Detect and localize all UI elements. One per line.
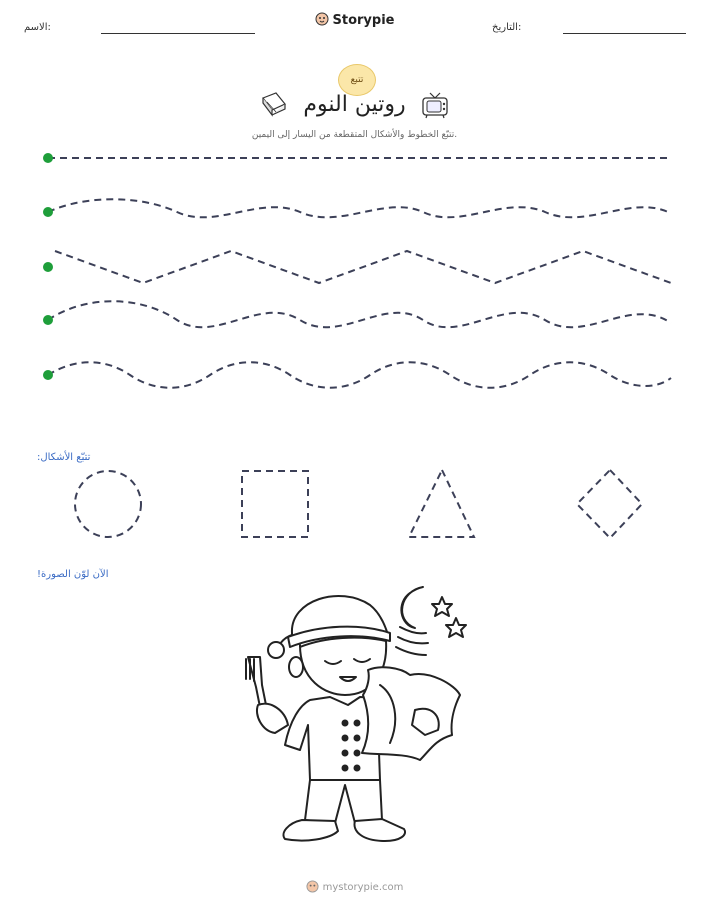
slipper	[284, 820, 338, 841]
tracing-lines	[0, 140, 709, 400]
pajama-pants	[305, 780, 382, 823]
start-dot	[43, 207, 53, 217]
shape-diamond	[577, 470, 642, 538]
trace-shapes	[60, 462, 680, 547]
shape-circle	[75, 471, 141, 537]
tv-icon	[420, 90, 450, 120]
star-icon	[432, 597, 452, 616]
moon-icon	[401, 587, 423, 628]
name-line	[101, 33, 255, 34]
date-line	[563, 33, 686, 34]
storypie-logo-icon	[306, 880, 319, 893]
bedtime-boy-illustration	[230, 575, 480, 850]
pillow	[362, 667, 460, 760]
trace-badge: تتبع	[338, 64, 376, 96]
name-label: الاسم:	[24, 22, 51, 33]
start-dot	[43, 370, 53, 380]
start-dot	[43, 262, 53, 272]
footer	[0, 880, 709, 893]
tracing-line-wave-2	[48, 301, 671, 327]
shape-square	[242, 471, 308, 537]
footer-url[interactable]: mystorypie.com	[322, 882, 404, 893]
star-icon	[446, 618, 466, 637]
brand-name: Storypie	[332, 13, 395, 28]
tracing-line-zigzag	[55, 251, 671, 283]
slipper	[354, 819, 405, 841]
color-heading: الآن لوّن الصورة!	[37, 569, 109, 580]
tracing-line-wave-1	[48, 199, 668, 217]
brand	[0, 12, 709, 28]
start-dot	[43, 315, 53, 325]
shapes-heading: تتبّع الأشكال:	[37, 452, 91, 463]
date-label: التاريخ:	[492, 22, 522, 33]
nightcap-pompom	[268, 642, 284, 658]
instruction-text: تتبّع الخطوط والأشكال المتقطعة من اليسار إلى اليمين.	[251, 130, 458, 140]
storypie-logo-icon	[315, 12, 329, 26]
tracing-line-wave-3	[48, 362, 671, 388]
start-dot	[43, 153, 53, 163]
page-title: روتين النوم	[303, 92, 406, 117]
shape-triangle	[409, 470, 474, 537]
